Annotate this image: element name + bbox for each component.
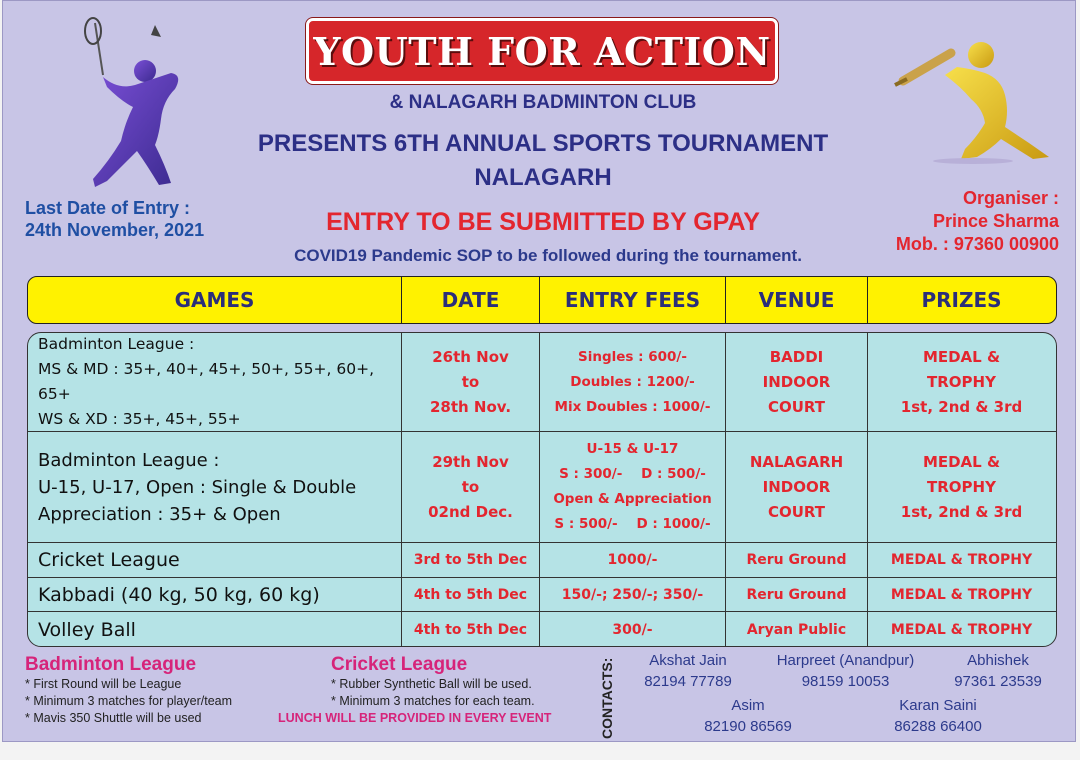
- games-line: Cricket League: [28, 543, 402, 577]
- location: NALAGARH: [474, 164, 612, 191]
- fee-line: 300/-: [540, 612, 726, 647]
- table-row: [28, 578, 1056, 612]
- contact-name: Akshat Jain: [649, 652, 727, 669]
- table-row: [28, 543, 1056, 578]
- badminton-player-icon: [63, 15, 213, 195]
- badminton-rules: [25, 654, 315, 727]
- prize-line: MEDAL & TROPHY: [890, 552, 1033, 568]
- organiser-mobile: Mob. : 97360 00900: [895, 234, 1059, 254]
- games-line: Appreciation : 35+ & Open: [38, 503, 281, 525]
- table-row: [28, 612, 1056, 647]
- fee-line: Singles : 600/-: [578, 348, 687, 365]
- prize-line: MEDAL &: [922, 347, 1001, 366]
- last-date-label: Last Date of Entry :: [25, 198, 191, 218]
- organiser-label: Organiser :: [962, 188, 1059, 208]
- contact-name: Karan Saini: [899, 697, 977, 714]
- table-row: [28, 333, 1056, 432]
- date-line: to: [461, 372, 480, 391]
- games-line: U-15, U-17, Open : Single & Double: [38, 476, 357, 498]
- venue-line: INDOOR: [762, 372, 831, 391]
- table-header: [27, 276, 1057, 324]
- contact-name: Abhishek: [967, 652, 1029, 669]
- contact-name: Asim: [731, 697, 765, 714]
- rule-item: * First Round will be League: [25, 677, 182, 691]
- contact-phone: 82190 86569: [704, 718, 792, 735]
- header-games: GAMES: [28, 277, 402, 323]
- date-line: 29th Nov: [432, 452, 509, 471]
- prize-line: 1st, 2nd & 3rd: [900, 502, 1023, 521]
- prize-line: TROPHY: [927, 477, 996, 496]
- venue-line: Reru Ground: [726, 578, 868, 611]
- contact-card: [938, 652, 1058, 690]
- organiser-block: [863, 187, 1059, 256]
- date-line: 26th Nov: [432, 347, 509, 366]
- contact-card: [753, 652, 938, 690]
- date-line: 4th to 5th Dec: [402, 578, 540, 611]
- prize-line: MEDAL & TROPHY: [890, 622, 1033, 638]
- contact-phone: 82194 77789: [644, 673, 732, 690]
- fee-line: Doubles : 1200/-: [570, 373, 695, 390]
- date-line: 28th Nov.: [429, 397, 512, 416]
- venue-line: Aryan Public: [726, 612, 868, 647]
- entry-note: ENTRY TO BE SUBMITTED BY GPAY: [326, 208, 760, 236]
- covid-note: COVID19 Pandemic SOP to be followed during the tournament.: [294, 246, 802, 265]
- date-line: 02nd Dec.: [428, 502, 513, 521]
- table-row: [28, 432, 1056, 543]
- prize-line: TROPHY: [927, 372, 996, 391]
- fee-line: U-15 & U-17: [586, 441, 679, 457]
- fee-line: S : 500/- D : 1000/-: [554, 516, 711, 532]
- prize-line: MEDAL &: [922, 452, 1001, 471]
- prize-line: 1st, 2nd & 3rd: [900, 397, 1023, 416]
- venue-line: NALAGARH: [749, 452, 844, 471]
- games-line: Kabbadi (40 kg, 50 kg, 60 kg): [28, 578, 402, 611]
- fee-line: 1000/-: [540, 543, 726, 577]
- venue-line: COURT: [767, 502, 826, 521]
- fee-line: S : 300/- D : 500/-: [559, 466, 706, 482]
- tournament-poster: [2, 0, 1076, 742]
- rule-item: * Rubber Synthetic Ball will be used.: [331, 677, 532, 691]
- venue-line: Reru Ground: [726, 543, 868, 577]
- club-name: & NALAGARH BADMINTON CLUB: [389, 92, 697, 113]
- header-prizes: PRIZES: [921, 288, 1002, 312]
- header-venue: VENUE: [726, 277, 868, 323]
- games-line: MS & MD : 35+, 40+, 45+, 50+, 55+, 60+, 65+: [38, 360, 374, 403]
- venue-line: INDOOR: [762, 477, 831, 496]
- contact-card: [873, 697, 1003, 735]
- header-date: DATE: [402, 277, 540, 323]
- last-date-block: [25, 197, 204, 241]
- rule-item: * Mavis 350 Shuttle will be used: [25, 711, 202, 725]
- title-banner: [306, 18, 778, 84]
- games-line: WS & XD : 35+, 45+, 55+: [38, 410, 241, 428]
- games-line: Volley Ball: [28, 612, 402, 647]
- fee-line: Mix Doubles : 1000/-: [554, 398, 711, 415]
- fee-line: Open & Appreciation: [553, 491, 712, 507]
- cricket-rules: [331, 654, 601, 710]
- title: YOUTH FOR ACTION: [313, 28, 771, 74]
- contact-card: [628, 652, 748, 690]
- lunch-note: LUNCH WILL BE PROVIDED IN EVERY EVENT: [278, 711, 552, 725]
- contact-card: [683, 697, 813, 735]
- contact-phone: 97361 23539: [954, 673, 1042, 690]
- venue-line: COURT: [767, 397, 826, 416]
- contact-name: Harpreet (Anandpur): [776, 652, 915, 669]
- rule-item: * Minimum 3 matches for each team.: [331, 694, 535, 708]
- date-line: to: [461, 477, 480, 496]
- games-line: Badminton League :: [38, 335, 195, 353]
- last-date-value: 24th November, 2021: [25, 220, 205, 240]
- badminton-rules-title: Badminton League: [25, 654, 197, 675]
- presents-line: PRESENTS 6TH ANNUAL SPORTS TOURNAMENT: [257, 130, 829, 157]
- contacts-label: CONTACTS:: [599, 657, 615, 739]
- date-line: 4th to 5th Dec: [402, 612, 540, 647]
- events-table: [27, 332, 1057, 647]
- contact-phone: 86288 66400: [894, 718, 982, 735]
- contact-phone: 98159 10053: [801, 673, 890, 690]
- prize-line: MEDAL & TROPHY: [890, 586, 1033, 603]
- rule-item: * Minimum 3 matches for player/team: [25, 694, 233, 708]
- organiser-name: Prince Sharma: [932, 211, 1059, 231]
- header-entry-fees: ENTRY FEES: [540, 277, 726, 323]
- fee-line: 150/-; 250/-; 350/-: [540, 578, 726, 611]
- venue-line: BADDI: [769, 347, 824, 366]
- cricket-rules-title: Cricket League: [331, 654, 468, 675]
- date-line: 3rd to 5th Dec: [402, 543, 540, 577]
- games-line: Badminton League :: [38, 449, 220, 471]
